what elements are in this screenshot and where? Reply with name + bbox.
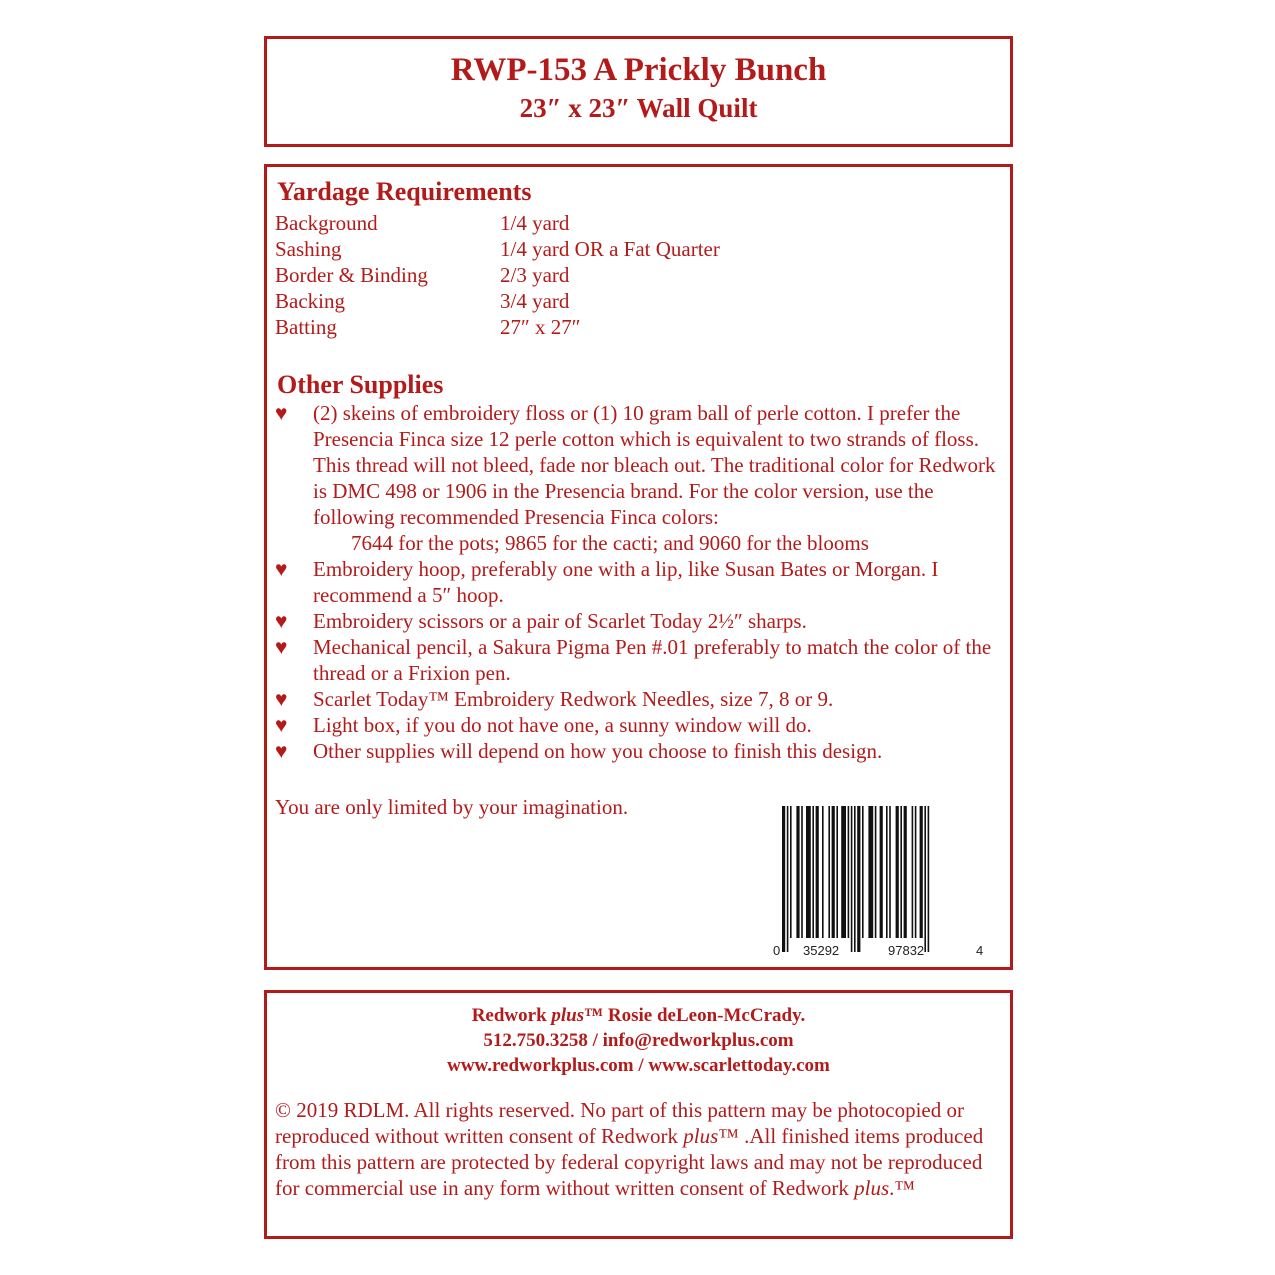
supply-text: Scarlet Today™ Embroidery Redwork Needles, size 7, 8 or 9. — [313, 687, 834, 711]
barcode-digit-4: 4 — [976, 943, 984, 958]
yardage-label: Background — [275, 211, 378, 235]
color-list: 7644 for the pots; 9865 for the cacti; and 9060 for the blooms — [351, 531, 869, 555]
heart-bullet-icon: ♥ — [275, 739, 288, 763]
heart-bullet-icon: ♥ — [275, 557, 288, 581]
yardage-label: Border & Binding — [275, 263, 428, 287]
copyright-notice: © 2019 RDLM. All rights reserved. No part of this pattern may be photocopied or reproduced without written consent of Redwork plus™ .All finished items produced from this pattern are protected by federal copyright laws and may not be reproduced for commercial use in any form without written consent of Redwork plus.™ — [275, 1098, 984, 1200]
heart-bullet-icon: ♥ — [275, 635, 288, 659]
yardage-label: Backing — [275, 289, 345, 313]
yardage-row — [275, 210, 570, 236]
supply-text: Other supplies will depend on how you choose to finish this design. — [313, 739, 883, 763]
barcode-digit-1: 0 — [773, 943, 781, 958]
supply-text: Embroidery hoop, preferably one with a lip, like Susan Bates or Morgan. I recommend a 5″ hoop. — [313, 557, 939, 607]
company-line: Redwork plus™ Rosie deLeon-McCrady. — [471, 1005, 806, 1026]
barcode-digit-group-1: 35292 — [803, 943, 840, 958]
heart-bullet-icon: ♥ — [275, 401, 288, 425]
yardage-value: 1/4 yard OR a Fat Quarter — [500, 237, 720, 261]
quilt-type: Wall Quilt — [636, 93, 758, 123]
barcode-icon — [772, 804, 988, 952]
yardage-value: 3/4 yard — [500, 289, 570, 313]
supply-text: Embroidery scissors or a pair of Scarlet Today 2½″ sharps. — [313, 609, 807, 633]
barcode-digit-group-2: 97832 — [888, 943, 925, 958]
yardage-row — [275, 288, 570, 314]
supply-text: (2) skeins of embroidery floss or (1) 10 gram ball of perle cotton. I prefer the Presencia Finca size 12 perle cotton which is equivalent to two strands of floss. This thread will not bleed, fade nor bleach out. The traditional color for Redwork is DMC 498 or 1906 in the Presencia brand. For the color version, use the following recommended Presencia Finca colors: — [313, 401, 996, 529]
closing-line: You are only limited by your imagination. — [275, 795, 629, 819]
heart-bullet-icon: ♥ — [275, 687, 288, 711]
heart-bullet-icon: ♥ — [275, 609, 288, 633]
pattern-title: RWP-153 A Prickly Bunch — [450, 52, 827, 88]
yardage-value: 1/4 yard — [500, 211, 570, 235]
footer-box — [264, 990, 1013, 1239]
yardage-label: Sashing — [275, 237, 342, 261]
yardage-heading: Yardage Requirements — [277, 177, 532, 206]
contact-line: 512.750.3258 / info@redworkplus.com — [483, 1030, 794, 1051]
yardage-row — [275, 262, 570, 288]
supply-text: Light box, if you do not have one, a sunny window will do. — [313, 713, 812, 737]
websites-line: www.redworkplus.com / www.scarlettoday.com — [447, 1055, 830, 1076]
requirements-box — [264, 164, 1013, 970]
supplies-heading: Other Supplies — [277, 370, 444, 399]
size-value: 23″ x 23″ — [519, 93, 631, 123]
supply-text: Mechanical pencil, a Sakura Pigma Pen #.01 preferably to match the color of the thread or a Frixion pen. — [313, 635, 992, 685]
plus-italic: plus — [551, 1005, 585, 1026]
yardage-row — [275, 314, 581, 340]
pattern-size — [267, 89, 1010, 127]
yardage-value: 27″ x 27″ — [500, 315, 581, 339]
yardage-value: 2/3 yard — [500, 263, 570, 287]
title-box — [264, 36, 1013, 147]
yardage-row — [275, 236, 720, 262]
yardage-label: Batting — [275, 315, 337, 339]
heart-bullet-icon: ♥ — [275, 713, 288, 737]
